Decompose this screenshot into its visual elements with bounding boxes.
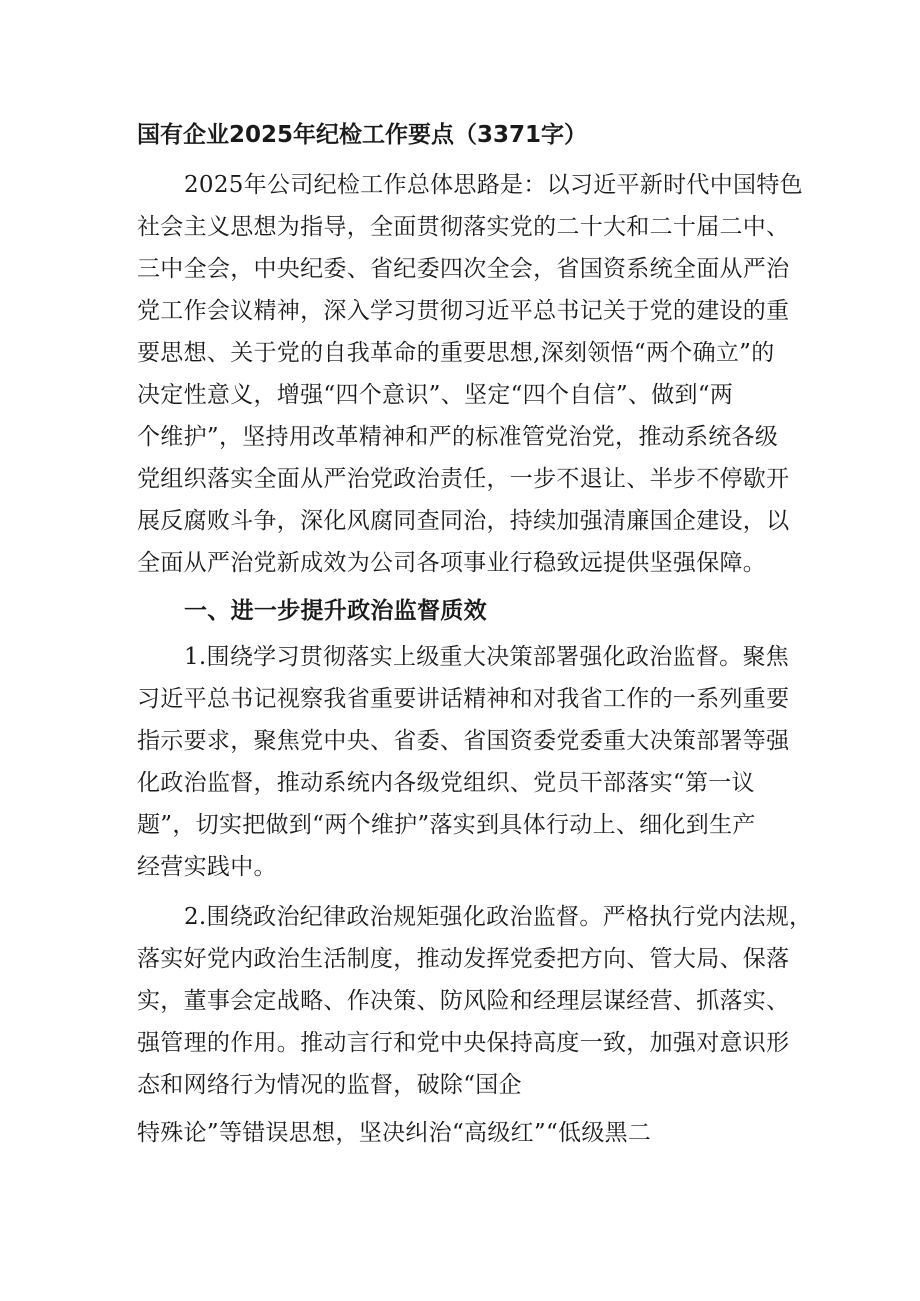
intro-line: 三中全会，中央纪委、省纪委四次全会，省国资系统全面从严治 bbox=[137, 256, 790, 282]
intro-line: 要思想、关于党的自我革命的重要思想,深刻领悟“两个确立”的 bbox=[137, 340, 775, 366]
item1-line: 1.围绕学习贯彻落实上级重大决策部署强化政治监督。聚焦 bbox=[184, 644, 790, 670]
item1-line: 化政治监督，推动系统内各级党组织、党员干部落实“第一议 bbox=[137, 770, 755, 796]
item2-line: 实，董事会定战略、作决策、防风险和经理层谋经营、抓落实、 bbox=[137, 988, 790, 1014]
intro-line: 社会主义思想为指导，全面贯彻落实党的二十大和二十届二中、 bbox=[137, 214, 790, 240]
intro-line: 展反腐败斗争，深化风腐同查同治，持续加强清廉国企建设，以 bbox=[137, 508, 790, 534]
intro-line: 个维护”，坚持用改革精神和严的标准管党治党，推动系统各级 bbox=[137, 424, 779, 450]
item1-line: 指示要求，聚焦党中央、省委、省国资委党委重大决策部署等强 bbox=[137, 728, 790, 754]
item2-line: 态和网络行为情况的监督，破除“国企 bbox=[137, 1072, 522, 1098]
item1-line: 题”，切实把做到“两个维护”落实到具体行动上、细化到生产 bbox=[137, 812, 756, 838]
item2-line: 2.围绕政治纪律政治规矩强化政治监督。严格执行党内法规， bbox=[184, 904, 813, 930]
intro-line: 2025年公司纪检工作总体思路是：以习近平新时代中国特色 bbox=[184, 172, 803, 198]
item1-line: 经营实践中。 bbox=[137, 854, 277, 880]
item2-line: 特殊论”等错误思想，坚决纠治“高级红”“低级黑二 bbox=[137, 1120, 652, 1146]
item1-line: 习近平总书记视察我省重要讲话精神和对我省工作的一系列重要 bbox=[137, 686, 790, 712]
section-heading: 一、进一步提升政治监督质效 bbox=[184, 598, 487, 624]
item2-line: 强管理的作用。推动言行和党中央保持高度一致，加强对意识形 bbox=[137, 1030, 790, 1056]
document-title: 国有企业2025年纪检工作要点（3371字） bbox=[137, 122, 588, 148]
intro-line: 全面从严治党新成效为公司各项事业行稳致远提供坚强保障。 bbox=[137, 550, 767, 576]
intro-line: 党工作会议精神，深入学习贯彻习近平总书记关于党的建设的重 bbox=[137, 298, 790, 324]
item2-line: 落实好党内政治生活制度，推动发挥党委把方向、管大局、保落 bbox=[137, 946, 790, 972]
intro-line: 党组织落实全面从严治党政治责任，一步不退让、半步不停歇开 bbox=[137, 466, 790, 492]
intro-line: 决定性意义，增强“四个意识”、坚定“四个自信”、做到“两 bbox=[137, 382, 734, 408]
